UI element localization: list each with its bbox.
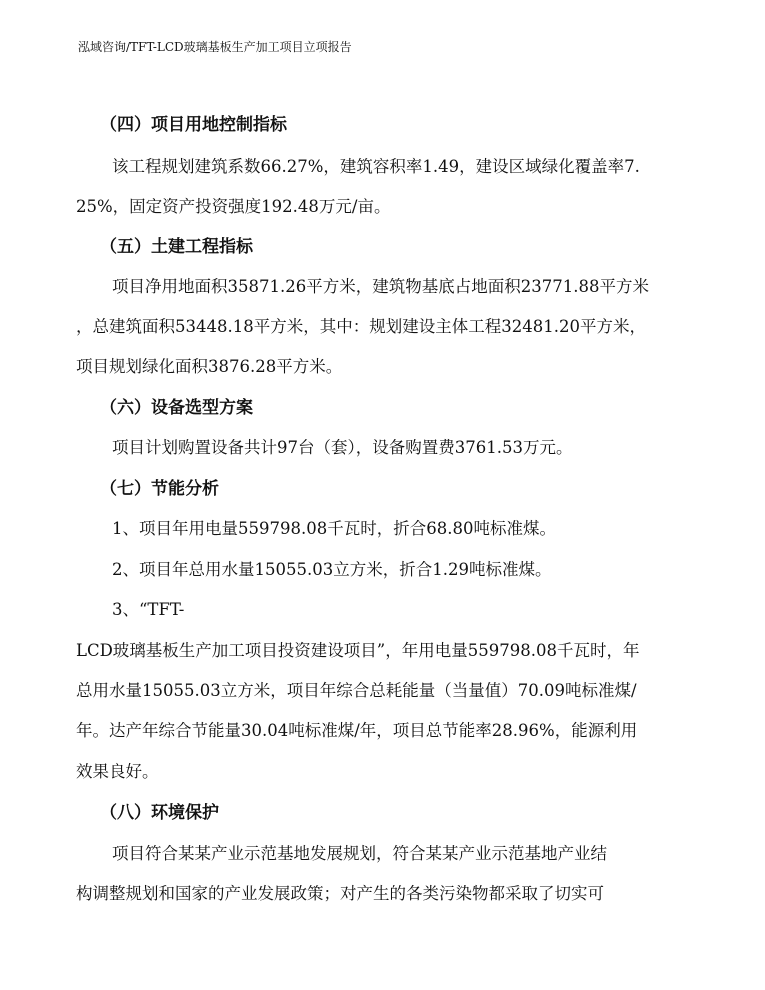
paragraph-line: 项目规划绿化面积3876.28平方米。 [76, 357, 343, 376]
paragraph-line: 效果良好。 [76, 762, 159, 781]
paragraph-line: 总用水量15055.03立方米，项目年综合总耗能量（当量值）70.09吨标准煤/ [76, 681, 637, 700]
paragraph-line: ，总建筑面积53448.18平方米，其中：规划建设主体工程32481.20平方米， [76, 317, 646, 336]
section-heading-equipment-selection: （六）设备选型方案 [100, 398, 253, 418]
section-heading-land-control: （四）项目用地控制指标 [100, 115, 287, 135]
paragraph-line: 该工程规划建筑系数66.27%，建筑容积率1.49，建设区域绿化覆盖率7. [112, 157, 640, 176]
paragraph-line: LCD玻璃基板生产加工项目投资建设项目”，年用电量559798.08千瓦时，年 [76, 641, 640, 660]
paragraph-line: 构调整规划和国家的产业发展政策；对产生的各类污染物都采取了切实可 [76, 884, 604, 903]
paragraph-line: 25%，固定资产投资强度192.48万元/亩。 [76, 197, 391, 216]
paragraph-line: 3、“TFT- [112, 600, 185, 619]
paragraph-line: 2、项目年总用水量15055.03立方米，折合1.29吨标准煤。 [112, 560, 552, 579]
section-heading-energy-saving: （七）节能分析 [100, 479, 219, 499]
paragraph-line: 年。达产年综合节能量30.04吨标准煤/年，项目总节能率28.96%，能源利用 [76, 721, 638, 740]
page-header: 泓域咨询/TFT-LCD玻璃基板生产加工项目立项报告 [78, 40, 352, 54]
section-heading-environmental-protection: （八）环境保护 [100, 803, 219, 823]
paragraph-line: 1、项目年用电量559798.08千瓦时，折合68.80吨标准煤。 [112, 519, 556, 538]
paragraph-line: 项目计划购置设备共计97台（套），设备购置费3761.53万元。 [112, 438, 573, 457]
paragraph-line: 项目符合某某产业示范基地发展规划，符合某某产业示范基地产业结 [112, 844, 607, 863]
paragraph-line: 项目净用地面积35871.26平方米，建筑物基底占地面积23771.88平方米 [112, 277, 649, 296]
section-heading-civil-engineering: （五）土建工程指标 [100, 237, 253, 257]
